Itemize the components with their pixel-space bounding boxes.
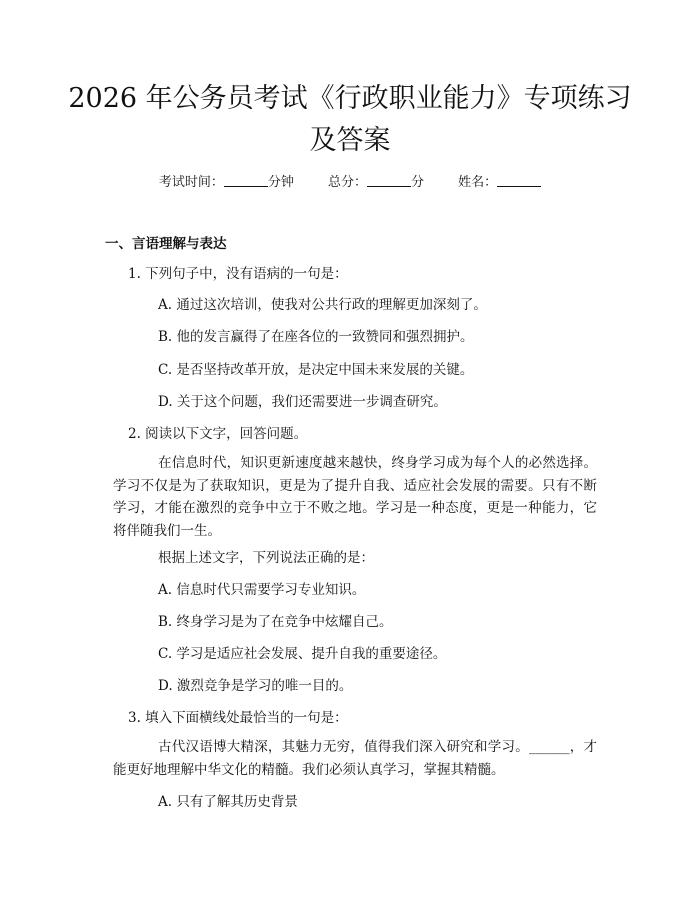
question-3-option-a[interactable]: A. 只有了解其历史背景 <box>158 794 298 810</box>
question-2-option-d[interactable]: D. 激烈竞争是学习的唯一目的。 <box>158 678 353 694</box>
question-1-option-b[interactable]: B. 他的发言赢得了在座各位的一致赞同和强烈拥护。 <box>158 329 474 345</box>
question-1-stem: 1. 下列句子中，没有语病的一句是： <box>128 266 348 282</box>
question-2-stem: 2. 阅读以下文字，回答问题。 <box>128 426 308 442</box>
score-blank[interactable] <box>367 174 411 187</box>
question-1-option-d[interactable]: D. 关于这个问题，我们还需要进一步调查研究。 <box>158 394 447 410</box>
question-2-option-a[interactable]: A. 信息时代只需要学习专业知识。 <box>158 582 366 598</box>
exam-time: 考试时间： 分钟 <box>158 175 294 190</box>
question-2-option-b[interactable]: B. 终身学习是为了在竞争中炫耀自己。 <box>158 614 393 630</box>
question-3-passage: 古代汉语博大精深，其魅力无穷，值得我们深入研究和学习。______，才能更好地理解中华文化的精髓。我们必须认真学习，掌握其精髓。 <box>113 739 597 778</box>
section-heading: 一、言语理解与表达 <box>105 236 227 252</box>
name-blank[interactable] <box>497 174 541 187</box>
question-2-option-c[interactable]: C. 学习是适应社会发展、提升自我的重要途径。 <box>158 646 447 662</box>
question-1-option-a[interactable]: A. 通过这次培训，使我对公共行政的理解更加深刻了。 <box>158 297 487 313</box>
question-2-passage: 在信息时代，知识更新速度越来越快，终身学习成为每个人的必然选择。学习不仅是为了获取知识，更是为了提升自我、适应社会发展的需要。只有不断学习，才能在激烈的竞争中立于不败之地。学习是一种态度，更是一种能力，它将伴随我们一生。 <box>113 455 597 539</box>
time-blank[interactable] <box>224 174 268 187</box>
exam-name: 姓名： <box>458 171 541 190</box>
exam-meta <box>0 171 700 190</box>
exam-score: 总分： 分 <box>327 175 425 190</box>
question-2-prompt: 根据上述文字，下列说法正确的是： <box>158 550 374 566</box>
question-1-option-c[interactable]: C. 是否坚持改革开放，是决定中国未来发展的关键。 <box>158 362 474 378</box>
question-3-stem: 3. 填入下面横线处最恰当的一句是： <box>128 710 348 726</box>
document-title: 2026 年公务员考试《行政职业能力》专项练习及答案 <box>68 83 632 156</box>
